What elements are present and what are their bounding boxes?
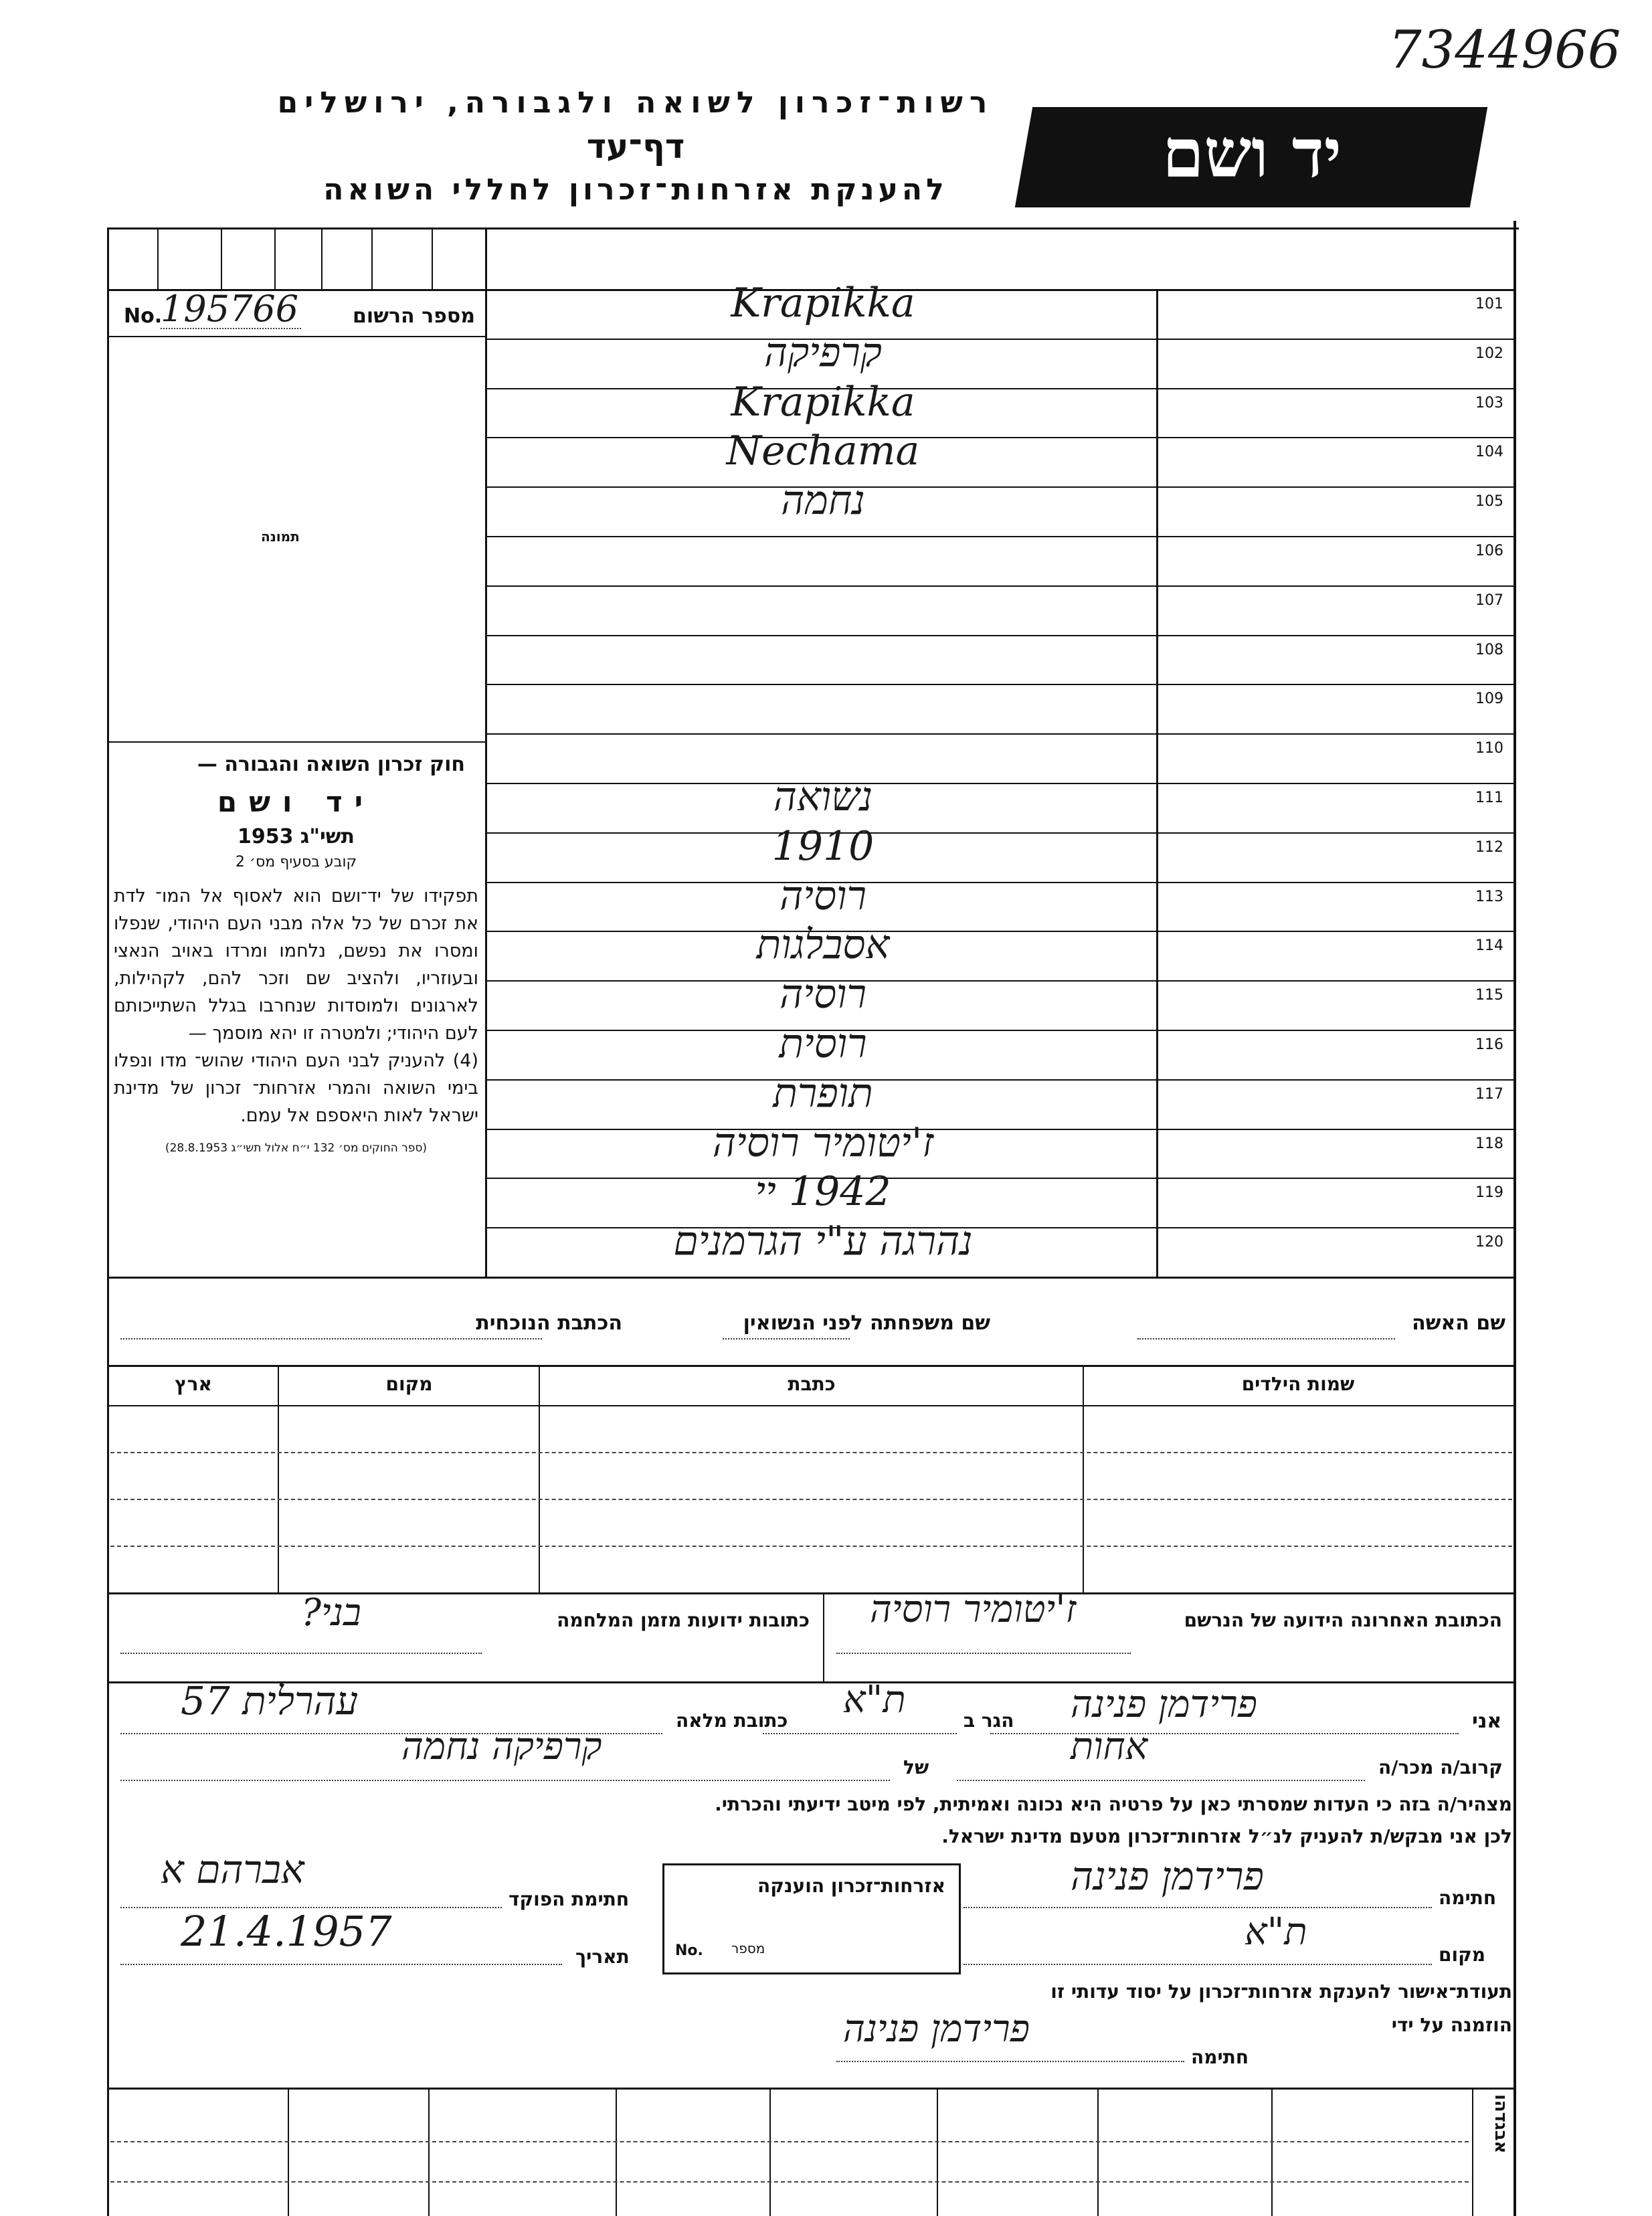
field-value: ז'יטומיר רוסיה: [712, 1119, 934, 1166]
field-value: Nechama: [726, 428, 920, 475]
archive-number: 7344966: [1388, 20, 1621, 80]
request-text: לכן אני מבקש/ת להעניק לנ״ל אזרחות־זכרון מטעם מדינת ישראל.: [941, 1825, 1512, 1847]
field-code: 101: [1475, 296, 1503, 312]
field-value: נשואה: [773, 773, 873, 820]
law-box: [114, 753, 478, 1155]
law-title: חוק זכרון השואה והגבורה —: [197, 753, 465, 776]
side-letters: אבגדהו: [1491, 2094, 1511, 2154]
registration-label: מספר הרשום: [353, 304, 475, 328]
relation-label: קרוב/ה מכר/ה: [1378, 1756, 1503, 1778]
field-code: 108: [1475, 641, 1503, 658]
field-value: 1910: [771, 822, 875, 870]
declarant-relation: אחות: [1071, 1725, 1148, 1768]
last-address-label: הכתובת האחרונה הידועה של הנרשם: [1184, 1609, 1502, 1631]
field-code: 105: [1475, 493, 1503, 511]
law-year: תשי"ג 1953: [237, 825, 355, 848]
field-code: 116: [1475, 1036, 1503, 1053]
officer-date: 21.4.1957: [181, 1907, 392, 1956]
declarant-name: פרידמן פנינה: [1071, 1683, 1257, 1726]
field-value: נחמה: [781, 477, 865, 525]
declarant-of-name: קרפיקה נחמה: [401, 1725, 602, 1768]
field-code: 102: [1475, 345, 1503, 362]
law-body: תפקידו של יד־ושם הוא לאסוף אל המו־ לדת את זכרם של כל אלה מבני העם היהודי, שנפלו ומסרו את נפשם, נלחמו ומרדו באויב הנאצי ובעוזריו, ולהציב שם וזכר להם, לקהילות, לארגונים ולמוסדות שנחרבו בגלל השתייכותם לעם היהודי; ולמטרה זו יהא מוסמך —: [114, 886, 478, 1044]
officer-signature: אברהם א: [161, 1847, 304, 1892]
declaration-text: מצהיר/ה בזה כי העדות שמסרתי כאן על פרטיה היא נכונה ואמיתית, לפי מיטב ידיעתי והכרתי.: [715, 1793, 1512, 1815]
spouse-row: [120, 1311, 1505, 1345]
wartime-address-value: בני?: [301, 1591, 361, 1635]
officer-signature-label: חתימת הפוקד: [509, 1888, 630, 1910]
field-value: 1942 יי: [755, 1168, 891, 1216]
photo-label: תמונה: [261, 529, 300, 545]
of-label: של: [903, 1756, 929, 1778]
field-code: 114: [1475, 937, 1503, 955]
field-code: 115: [1475, 987, 1503, 1004]
children-header-address: כתבת: [788, 1373, 836, 1395]
certificate-title: אזרחות־זכרון הוענקה: [757, 1875, 945, 1897]
law-item4: (4) להעניק לבני העם היהודי שהוש־ מדו ונפלו בימי השואה והמרי אזרחות־ זכרון של מדינת ישראל לאות היאספם אל עמם.: [114, 1050, 478, 1126]
current-address-label: הכתבת הנוכחית: [476, 1311, 622, 1335]
law-clause: קובע בסעיף מס׳ 2: [235, 854, 357, 870]
place-label: מקום: [1439, 1944, 1485, 1966]
registration-no-label: No.: [124, 304, 163, 328]
field-code: 107: [1475, 591, 1503, 609]
certification-signature-label: חתימה: [1191, 2046, 1249, 2068]
field-value: רוסית: [779, 1020, 867, 1067]
yad-vashem-logo: יד ושם: [1015, 107, 1487, 207]
last-address-value: ז'יטומיר רוסיה: [870, 1588, 1077, 1631]
field-code: 109: [1475, 690, 1503, 708]
form-subtitle: להענקת אזרחות־זכרון לחללי השואה: [323, 173, 948, 207]
field-value: תופרת: [773, 1069, 873, 1117]
field-code: 103: [1475, 394, 1503, 411]
wartime-address-label: כתובות ידועות מזמן המלחמה: [557, 1609, 810, 1631]
registration-number: 195766: [161, 288, 299, 330]
field-code: 120: [1475, 1234, 1503, 1251]
field-code: 118: [1475, 1135, 1503, 1152]
field-code: 117: [1475, 1085, 1503, 1103]
certification-text2: הוזמנה על ידי: [1391, 2014, 1512, 2036]
field-value: Krapikka: [731, 280, 915, 327]
declarant-place: ת"א: [1245, 1910, 1307, 1954]
field-code: 113: [1475, 888, 1503, 905]
declarant-resides: ת"א: [843, 1678, 906, 1722]
field-value: רוסיה: [779, 872, 866, 919]
field-value: רוסיה: [779, 971, 866, 1018]
resides-label: הגר ב: [963, 1710, 1014, 1732]
authority-title: רשות־זכרון לשואה ולגבורה, ירושלים: [277, 86, 994, 120]
field-value: קרפיקה: [763, 329, 882, 376]
field-code: 112: [1475, 838, 1503, 856]
law-name: יד ושם: [217, 786, 375, 818]
officer-date-label: תאריך: [575, 1946, 630, 1968]
field-code: 106: [1475, 543, 1503, 559]
wife-label: שם האשה: [1412, 1311, 1505, 1335]
field-value: אסבלגות: [756, 921, 890, 969]
field-code: 111: [1475, 790, 1503, 806]
i-label: אני: [1472, 1710, 1502, 1733]
certification-text1: תעודת־אישור להענקת אזרחות־זכרון על יסוד עדותי זו: [1050, 1980, 1512, 2003]
children-header-names: שמות הילדים: [1241, 1373, 1355, 1395]
declarant-full-address: עהרלית 57: [181, 1678, 359, 1724]
declarant-signature-label: חתימה: [1439, 1887, 1497, 1909]
field-value: Krapikka: [731, 378, 915, 426]
certification-signature: פרידמן פנינה: [843, 2007, 1030, 2051]
certificate-box: [662, 1863, 961, 1974]
maiden-label: שם משפחתה לפני הנשואין: [743, 1311, 990, 1335]
field-code: 104: [1475, 444, 1503, 461]
full-address-label: כתובת מלאה: [676, 1710, 788, 1732]
children-header-country: ארץ: [175, 1373, 212, 1395]
law-footnote: (ספר החוקים מס׳ 132 י״ח אלול תשי״ג 28.8.1953): [165, 1141, 428, 1155]
declarant-signature: פרידמן פנינה: [1071, 1853, 1264, 1899]
field-value: נהרגה ע"י הגרמנים: [673, 1218, 973, 1265]
field-code: 119: [1475, 1184, 1503, 1202]
children-header-place: מקום: [385, 1373, 433, 1395]
certificate-no-label: No.: [675, 1942, 703, 1959]
certificate-number-label: מספר: [731, 1940, 765, 1956]
field-code: 110: [1475, 740, 1503, 757]
form-title: דף־עד: [586, 127, 685, 166]
